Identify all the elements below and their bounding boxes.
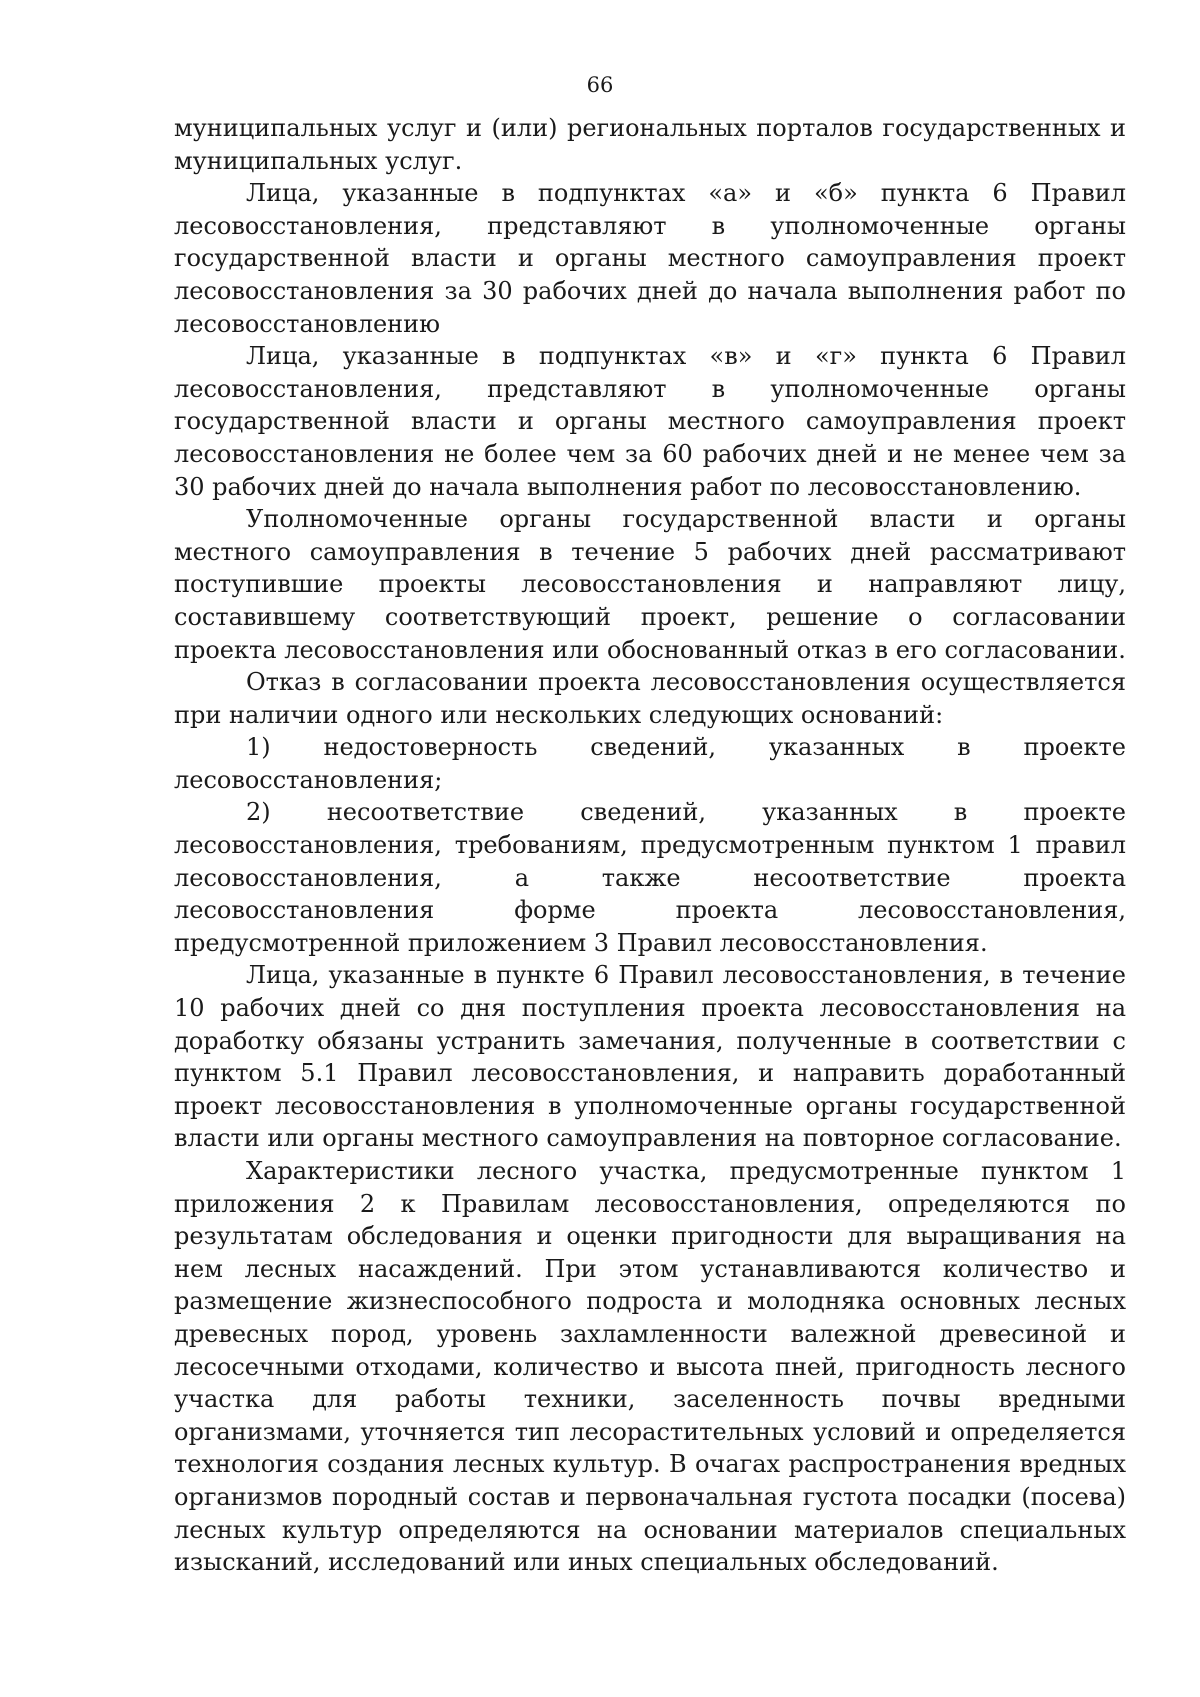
- paragraph-continuation: муниципальных услуг и (или) региональных порталов государственных и муниципальных услуг.: [174, 114, 1126, 175]
- list-item-1: 1) недостоверность сведений, указанных в проекте лесовосстановления;: [174, 733, 1126, 794]
- document-body: [174, 112, 1126, 1579]
- paragraph-refusal-grounds: Отказ в согласовании проекта лесовосстановления осуществляется при наличии одного или нескольких следующих оснований:: [174, 668, 1126, 729]
- paragraph-submission-a-b: Лица, указанные в подпунктах «а» и «б» пункта 6 Правил лесовосстановления, представляют в уполномоченные органы государственной власти и органы местного самоуправления проект лесовосстановления за 30 рабочих дней до начала выполнения работ по лесовосстановлению: [174, 179, 1126, 338]
- paragraph-review: Уполномоченные органы государственной власти и органы местного самоуправления в течение 5 рабочих дней рассматривают поступившие проекты лесовосстановления и направляют лицу, составившему соответствующий проект, решение о согласовании проекта лесовосстановления или обоснованный отказ в его согласовании.: [174, 505, 1126, 664]
- list-item-2: 2) несоответствие сведений, указанных в проекте лесовосстановления, требованиям, предусмотренным пунктом 1 правил лесовосстановления, а также несоответствие проекта лесовосстановления форме проекта лесовосстановления, предусмотренной приложением 3 Правил лесовосстановления.: [174, 798, 1126, 957]
- paragraph-revision: Лица, указанные в пункте 6 Правил лесовосстановления, в течение 10 рабочих дней со дня поступления проекта лесовосстановления на доработку обязаны устранить замечания, полученные в соответствии с пунктом 5.1 Правил лесовосстановления, и направить доработанный проект лесовосстановления в уполномоченные органы государственной власти или органы местного самоуправления на повторное согласование.: [174, 961, 1126, 1153]
- paragraph-submission-v-g: Лица, указанные в подпунктах «в» и «г» пункта 6 Правил лесовосстановления, представляют в уполномоченные органы государственной власти и органы местного самоуправления проект лесовосстановления не более чем за 60 рабочих дней и не менее чем за 30 рабочих дней до начала выполнения работ по лесовосстановлению.: [174, 342, 1126, 501]
- paragraph-site-characteristics: Характеристики лесного участка, предусмотренные пунктом 1 приложения 2 к Правилам лесовосстановления, определяются по результатам обследования и оценки пригодности для выращивания на нем лесных насаждений. При этом устанавливаются количество и размещение жизнеспособного подроста и молодняка основных лесных древесных пород, уровень захламленности валежной древесиной и лесосечными отходами, количество и высота пней, пригодность лесного участка для работы техники, заселенность почвы вредными организмами, уточняется тип лесорастительных условий и определяется технология создания лесных культур. В очагах распространения вредных организмов породный состав и первоначальная густота посадки (посева) лесных культур определяются на основании материалов специальных изысканий, исследований или иных специальных обследований.: [174, 1157, 1126, 1577]
- page-number: 66: [586, 73, 614, 97]
